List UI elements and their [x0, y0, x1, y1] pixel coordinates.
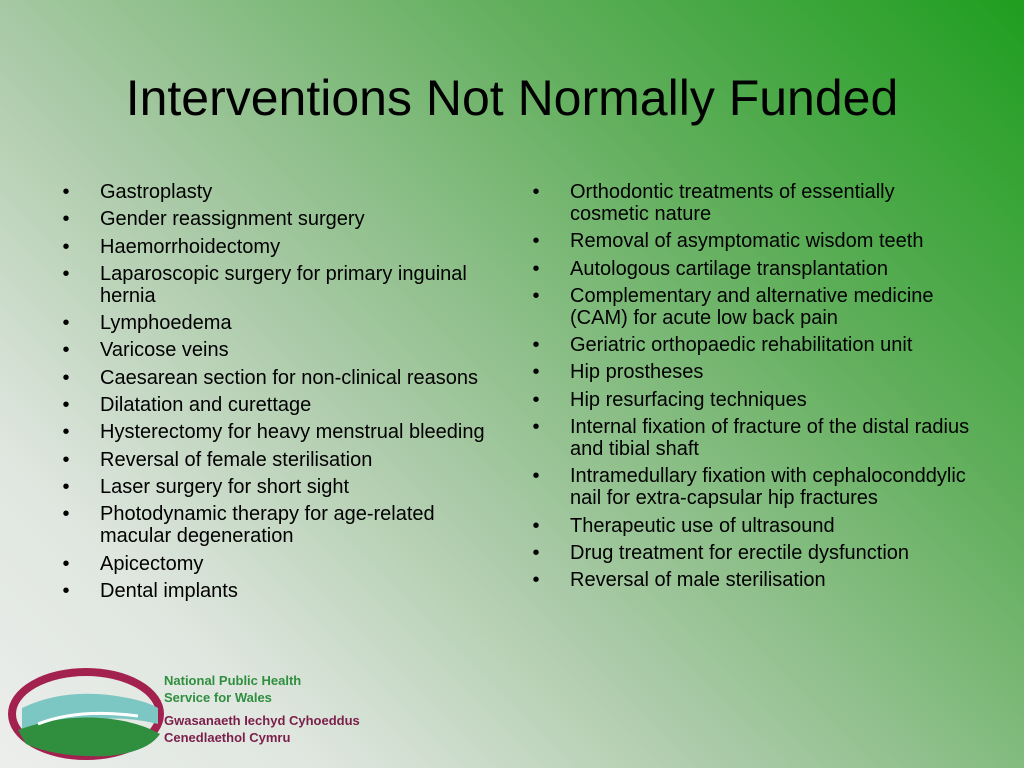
list-item — [530, 416, 970, 460]
logo-emblem-icon — [12, 672, 160, 756]
list-item — [530, 465, 970, 509]
list-item — [60, 449, 490, 471]
right-bullet-list — [530, 181, 970, 597]
bullet-icon: • — [62, 394, 70, 417]
list-item-text: Internal fixation of fracture of the distal radius and tibial shaft — [570, 416, 970, 461]
left-bullet-list — [60, 181, 490, 607]
bullet-icon: • — [62, 181, 70, 203]
list-item-text: Photodynamic therapy for age-related macular degeneration — [100, 503, 435, 548]
bullet-icon: • — [532, 284, 540, 307]
list-item — [60, 312, 490, 334]
slide-title: Interventions Not Normally Funded — [125, 70, 899, 126]
bullet-icon: • — [62, 579, 70, 602]
list-item — [530, 542, 970, 564]
list-item — [530, 569, 970, 591]
list-item-text: Dental implants — [100, 579, 238, 602]
list-item — [530, 389, 970, 411]
bullet-icon: • — [532, 514, 540, 537]
list-item-text: Complementary and alternative medicine (CAM) for acute low back pain — [570, 284, 934, 329]
bullet-icon: • — [62, 552, 70, 575]
bullet-icon: • — [62, 475, 70, 498]
bullet-icon: • — [62, 208, 70, 231]
list-item — [60, 580, 490, 602]
list-item-text: Orthodontic treatments of essentially cosmetic nature — [570, 181, 895, 225]
list-item-text: Removal of asymptomatic wisdom teeth — [570, 230, 924, 253]
list-item — [60, 263, 490, 307]
bullet-icon: • — [62, 339, 70, 362]
bullet-icon: • — [62, 366, 70, 389]
bullet-icon: • — [532, 416, 540, 439]
bullet-icon: • — [62, 262, 70, 285]
list-item-text: Haemorrhoidectomy — [100, 235, 281, 258]
bullet-icon: • — [532, 257, 540, 280]
logo-text-line2: Service for Wales — [164, 690, 272, 705]
list-item — [530, 258, 970, 280]
list-item — [60, 503, 490, 547]
list-item — [530, 230, 970, 252]
list-item-text: Autologous cartilage transplantation — [570, 257, 888, 280]
bullet-icon: • — [532, 181, 540, 203]
list-item — [60, 553, 490, 575]
logo-text-line1: National Public Health — [164, 673, 302, 688]
list-item — [60, 181, 490, 203]
list-item — [60, 476, 490, 498]
list-item — [530, 361, 970, 383]
bullet-icon: • — [62, 448, 70, 471]
list-item-text: Hip prostheses — [570, 361, 704, 384]
bullet-icon: • — [532, 361, 540, 384]
list-item-text: Hip resurfacing techniques — [570, 388, 807, 411]
bullet-icon: • — [62, 312, 70, 335]
list-item-text: Caesarean section for non-clinical reasons — [100, 366, 478, 389]
list-item-text: Drug treatment for erectile dysfunction — [570, 541, 910, 564]
list-item — [530, 334, 970, 356]
list-item-text: Laparoscopic surgery for primary inguinal hernia — [100, 262, 467, 307]
list-item-text: Gender reassignment surgery — [100, 208, 365, 231]
bullet-icon: • — [532, 388, 540, 411]
bullet-icon: • — [532, 230, 540, 253]
list-item-text: Therapeutic use of ultrasound — [570, 514, 835, 537]
list-item — [60, 339, 490, 361]
logo-text-line4: Cenedlaethol Cymru — [164, 730, 291, 745]
bullet-icon: • — [532, 569, 540, 592]
list-item — [60, 208, 490, 230]
list-item-text: Reversal of female sterilisation — [100, 448, 373, 471]
bullet-icon: • — [532, 465, 540, 488]
list-item — [530, 285, 970, 329]
list-item — [60, 394, 490, 416]
list-item-text: Geriatric orthopaedic rehabilitation unit — [570, 334, 913, 357]
list-item-text: Laser surgery for short sight — [100, 475, 349, 498]
bullet-icon: • — [62, 235, 70, 258]
list-item-text: Apicectomy — [100, 552, 204, 575]
list-item — [530, 181, 970, 225]
bullet-icon: • — [532, 541, 540, 564]
list-item-text: Reversal of male sterilisation — [570, 569, 826, 592]
list-item-text: Lymphoedema — [100, 312, 232, 335]
bullet-icon: • — [532, 334, 540, 357]
logo-text-block — [164, 672, 360, 746]
list-item-text: Intramedullary fixation with cephaloconddylic nail for extra-capsular hip fractures — [570, 465, 966, 510]
bullet-icon: • — [62, 421, 70, 444]
list-item-text: Dilatation and curettage — [100, 394, 312, 417]
logo-text-line3: Gwasanaeth Iechyd Cyhoeddus — [164, 713, 360, 728]
list-item — [530, 515, 970, 537]
list-item — [60, 421, 490, 443]
list-item — [60, 236, 490, 258]
bullet-icon: • — [62, 503, 70, 526]
list-item — [60, 367, 490, 389]
list-item-text: Varicose veins — [100, 339, 229, 362]
list-item-text: Gastroplasty — [100, 181, 213, 203]
list-item-text: Hysterectomy for heavy menstrual bleeding — [100, 421, 485, 444]
